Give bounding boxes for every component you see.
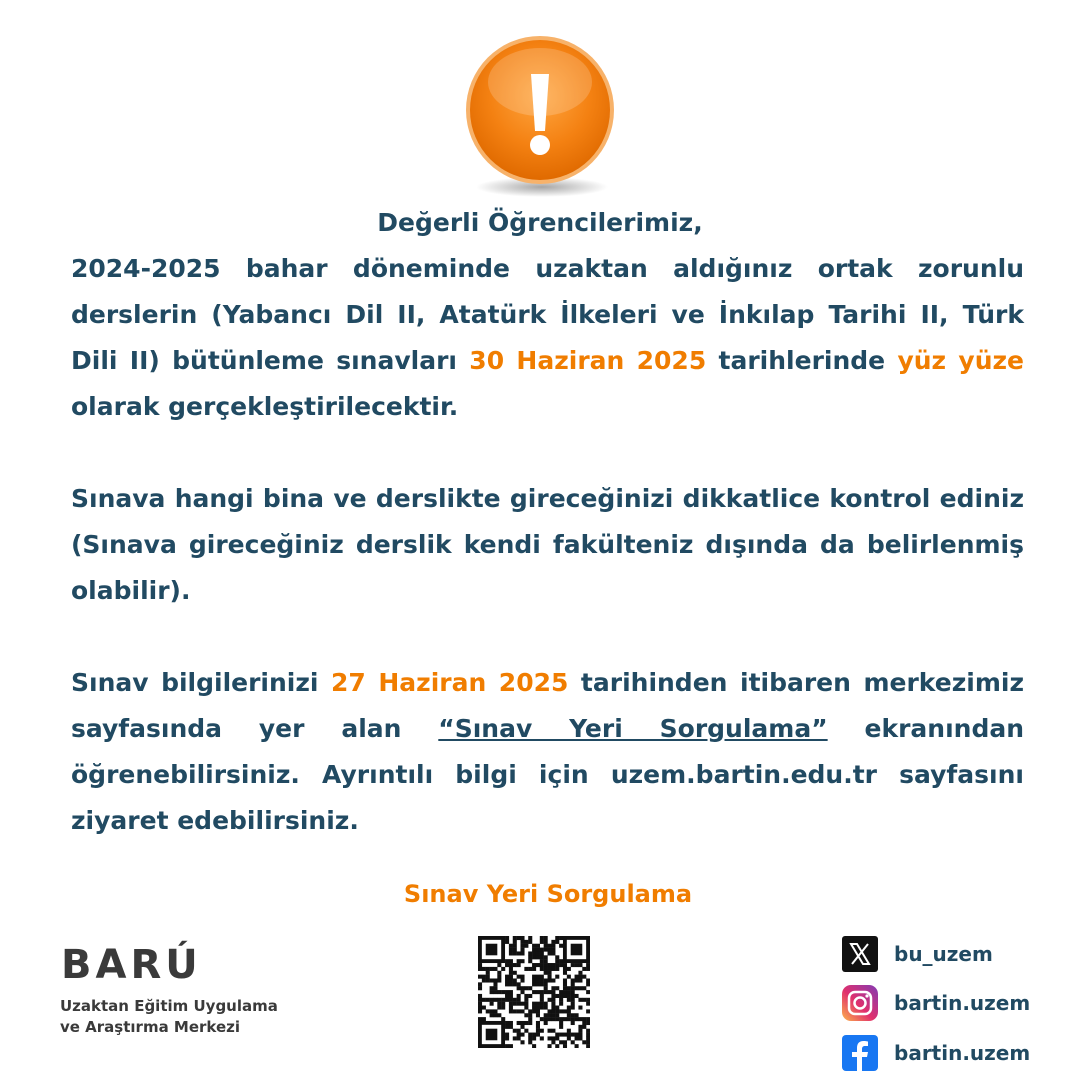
org-name-line1: Uzaktan Eğitim Uygulama (60, 997, 278, 1015)
x-handle: bu_uzem (894, 942, 993, 966)
facebook-handle: bartin.uzem (894, 1041, 1031, 1065)
exam-mode-highlight: yüz yüze (897, 346, 1025, 375)
org-name (60, 996, 278, 1038)
warning-exclamation-icon (462, 34, 622, 204)
x-twitter-icon (842, 936, 878, 972)
baru-logo: BARÚ (61, 942, 202, 988)
qr-title: Sınav Yeri Sorgulama (403, 880, 693, 908)
paragraph-query-info (71, 660, 1024, 844)
exam-location-query-link[interactable]: “Sınav Yeri Sorgulama” (438, 714, 828, 743)
paragraph-exam-info (71, 246, 1024, 430)
text: 2024-2025 bahar döneminde uzaktan aldığınız ortak zorunlu derslerin (Yabancı Dil II, Atatürk İlkeleri ve İnkılap Tarihi II, Türk Dili II) bütünleme sınavları (71, 254, 1024, 375)
instagram-handle: bartin.uzem (894, 991, 1031, 1015)
social-instagram[interactable] (842, 985, 1030, 1021)
text: olarak gerçekleştirilecektir. (71, 392, 459, 421)
text: ekranından öğrenebilirsiniz. Ayrıntılı bilgi için uzem.bartin.edu.tr sayfasını ziyaret edebilirsiniz. (71, 714, 1025, 835)
social-facebook[interactable] (842, 1035, 1030, 1071)
social-x[interactable] (842, 936, 993, 972)
text: tarihlerinde (706, 346, 898, 375)
exam-date-highlight: 30 Haziran 2025 (469, 346, 707, 375)
facebook-icon (842, 1035, 878, 1071)
qr-code[interactable] (478, 936, 590, 1048)
paragraph-classroom-notice: Sınava hangi bina ve derslikte gireceğinizi dikkatlice kontrol ediniz (Sınava gireceğiniz derslik kendi fakülteniz dışında da belirlenmiş olabilir). (71, 484, 1024, 605)
text: Sınav bilgilerinizi (71, 668, 332, 697)
greeting: Değerli Öğrencilerimiz, (377, 208, 703, 237)
org-name-line2: ve Araştırma Merkezi (60, 1018, 241, 1036)
text: tarihinden itibaren merkezimiz sayfasında yer alan (71, 668, 1025, 743)
instagram-icon (842, 985, 878, 1021)
info-date-highlight: 27 Haziran 2025 (331, 668, 569, 697)
